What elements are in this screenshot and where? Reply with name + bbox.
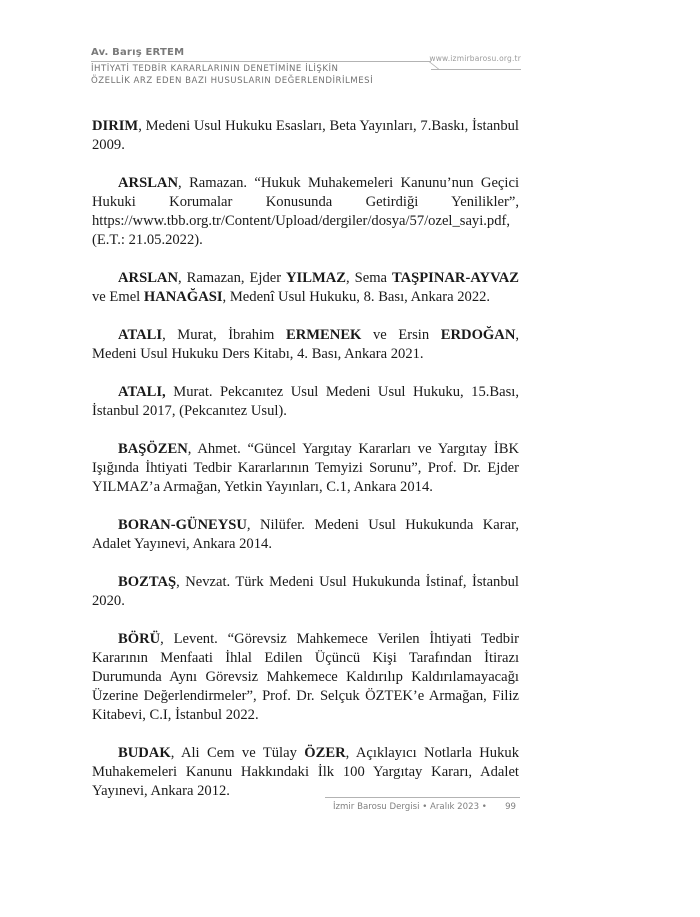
- bibliography-entry: DIRIM, Medeni Usul Hukuku Esasları, Beta Yayınları, 7.Baskı, İstanbul 2009.: [92, 118, 519, 153]
- page-number: 99: [505, 802, 516, 812]
- author-name: Av. Barış ERTEM: [91, 47, 185, 58]
- running-footer: [325, 797, 520, 817]
- bibliography-entry: BUDAK, Ali Cem ve Tülay ÖZER, Açıklayıcı Notlarla Hukuk Muhakemeleri Kanunu Hakkındaki İlk 100 Yargıtay Kararı, Adalet Yayınevi, Ankara 2012.: [92, 745, 519, 799]
- bibliography-entry: BORAN-GÜNEYSU, Nilüfer. Medeni Usul Hukukunda Karar, Adalet Yayınevi, Ankara 2014.: [92, 517, 519, 552]
- bibliography-entry: ATALI, Murat, İbrahim ERMENEK ve Ersin ERDOĞAN, Medeni Usul Hukuku Ders Kitabı, 4. Bası, Ankara 2021.: [92, 327, 520, 362]
- bibliography-entry: BÖRÜ, Levent. “Görevsiz Mahkemece Verilen İhtiyati Tedbir Kararının Menfaati İhlal Edilen Üçüncü Kişi Tarafından İtirazı Durumunda Aynı Görevsiz Mahkemece Kaldırılıp Kaldırılamayacağı Üzerine Değerlendirmeler”, Prof. Dr. Selçuk ÖZTEK’e Armağan, Filiz Kitabevi, C.I, İstanbul 2022.: [92, 631, 519, 723]
- bibliography-entry: ARSLAN, Ramazan, Ejder YILMAZ, Sema TAŞPINAR-AYVAZ ve Emel HANAĞASI, Medenî Usul Hukuku, 8. Bası, Ankara 2022.: [92, 270, 519, 305]
- article-title-line2: ÖZELLİK ARZ EDEN BAZI HUSUSLARIN DEĞERLENDİRİLMESİ: [91, 76, 374, 86]
- site-url[interactable]: www.izmirbarosu.org.tr: [429, 54, 521, 63]
- article-title-line1: İHTİYATİ TEDBİR KARARLARININ DENETİMİNE İLİŞKİN: [91, 64, 339, 74]
- running-header: [91, 47, 521, 95]
- footer-rule: [325, 797, 520, 798]
- header-rule-right: [431, 69, 521, 70]
- journal-info: İzmir Barosu Dergisi • Aralık 2023 •: [333, 802, 487, 812]
- bibliography-entry: BOZTAŞ, Nevzat. Türk Medeni Usul Hukukunda İstinaf, İstanbul 2020.: [92, 574, 519, 609]
- bibliography-list: [92, 117, 519, 820]
- bibliography-entry: ATALI, Murat. Pekcanıtez Usul Medeni Usul Hukuku, 15.Bası, İstanbul 2017, (Pekcanıtez Usul).: [92, 384, 519, 419]
- bibliography-entry: ARSLAN, Ramazan. “Hukuk Muhakemeleri Kanunu’nun Geçici Hukuki Korumalar Konusunda Getirdiği Yenilikler”, https://www.tbb.org.tr/Content/Upload/dergiler/dosya/57/ozel_sayi.pdf, (E.T.: 21.05.2022).: [92, 175, 519, 248]
- bibliography-entry: BAŞÖZEN, Ahmet. “Güncel Yargıtay Kararları ve Yargıtay İBK Işığında İhtiyati Tedbir Kararlarının Temyizi Sorunu”, Prof. Dr. Ejder YILMAZ’a Armağan, Yetkin Yayınları, C.1, Ankara 2014.: [92, 441, 519, 495]
